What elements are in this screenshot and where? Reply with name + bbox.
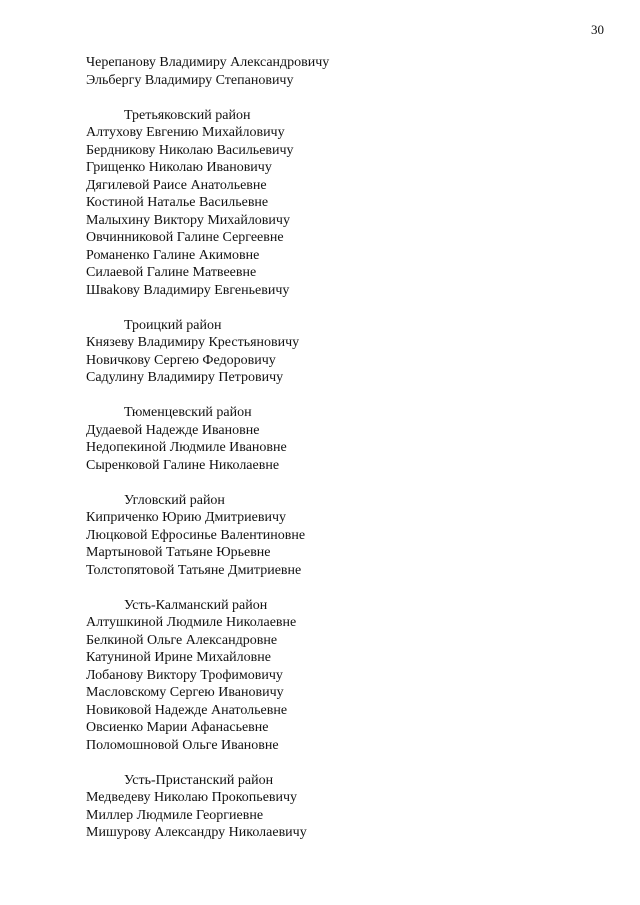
page-number: 30 [591,22,604,37]
name-line: Эльбергу Владимиру Степановичу [86,72,294,88]
district-heading: Усть-Пристанский район [124,772,274,788]
name-line: Романенко Галине Акимовне [86,247,260,263]
name-line: Мишурову Александру Николаевичу [86,825,307,840]
district-heading: Троицкий район [124,317,222,333]
name-line: Белкиной Ольге Александровне [86,632,278,648]
name-line: Новичкову Сергею Федоровичу [86,352,276,368]
name-line: Медведеву Николаю Прокопьевичу [86,790,298,805]
district-heading: Усть-Калманский район [124,597,268,613]
district-heading: Тюменцевский район [124,405,252,420]
name-line: Масловскому Сергею Ивановичу [86,685,284,700]
name-line: Овчинниковой Галине Сергеевне [86,230,284,245]
spacer [86,579,606,597]
district-heading: Угловский район [124,492,225,508]
name-line: Новиковой Надежде Анатольевне [86,702,288,718]
name-line: Князеву Владимиру Крестьяновичу [86,335,300,350]
name-line: Овсиенко Марии Афанасьевне [86,720,269,735]
spacer [86,89,606,107]
spacer [86,474,606,492]
name-line: Силаевой Галине Матвеевне [86,265,257,280]
document-body [86,54,606,842]
name-line: Дягилевой Раисе Анатольевне [86,177,267,193]
name-line: Лобанову Виктору Трофимовичу [86,667,283,683]
name-line: Недопекиной Людмиле Ивановне [86,440,287,455]
name-line: Костиной Наталье Васильевне [86,195,269,210]
name-line: Поломошновой Ольге Ивановне [86,737,279,753]
name-line: Толстопятовой Татьяне Дмитриевне [86,562,302,578]
name-line: Садулину Владимиру Петровичу [86,370,284,385]
name-line: Люцковой Ефросинье Валентиновне [86,527,306,543]
spacer [86,754,606,772]
name-line: Миллер Людмиле Георгиевне [86,807,264,823]
spacer [86,387,606,405]
name-line: Черепанову Владимиру Александровичу [86,55,330,70]
spacer [86,299,606,317]
name-line: Малыхину Виктору Михайловичу [86,212,290,228]
name-line: Алтухову Евгению Михайловичу [86,125,285,140]
name-line: Бердникову Николаю Васильевичу [86,142,294,158]
name-line: Шваkову Владимиру Евгеньевичу [86,282,290,298]
name-line: Грищенко Николаю Ивановичу [86,160,272,175]
name-line: Дудаевой Надежде Ивановне [86,422,260,438]
name-line: Киприченко Юрию Дмитриевичу [86,510,287,525]
name-line: Мартыновой Татьяне Юрьевне [86,545,271,560]
district-heading: Третьяковский район [124,107,251,123]
name-line: Катуниной Ирине Михайловне [86,650,271,665]
name-line: Сыренковой Галине Николаевне [86,457,280,473]
name-line: Алтушкиной Людмиле Николаевне [86,615,297,630]
